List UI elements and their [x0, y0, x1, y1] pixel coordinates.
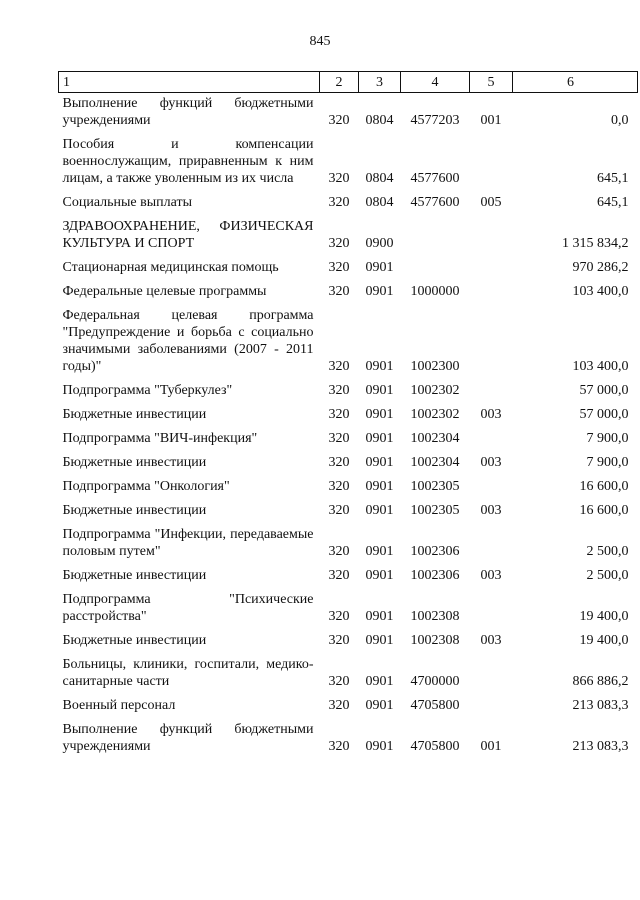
- budget-table: [58, 71, 638, 760]
- row-col2-cell: 320: [328, 479, 350, 494]
- row-col3-cell: 0901: [365, 383, 394, 398]
- row-col2-cell: 320: [328, 260, 350, 275]
- row-amount-cell: 213 083,3: [572, 698, 629, 713]
- row-col3-cell: 0901: [365, 407, 394, 422]
- row-name-cell: Бюджетные инвестиции: [62, 407, 207, 422]
- row-col3-cell: 0901: [365, 503, 394, 518]
- row-col2-cell: 320: [328, 568, 350, 583]
- table-row: [59, 216, 638, 257]
- table-row: [59, 404, 638, 428]
- row-col4-cell: 1002305: [410, 503, 460, 518]
- row-col4-cell: 1002308: [410, 633, 460, 648]
- row-col4-cell: 1002302: [410, 407, 460, 422]
- row-col5-cell: 003: [480, 503, 502, 518]
- table-row: [59, 630, 638, 654]
- row-name-cell: Подпрограмма "Инфекции, передаваемые половым путем": [62, 527, 314, 559]
- row-name-cell: Пособия и компенсации военнослужащим, приравненным к ним лицам, а также уволенным из их числа: [62, 137, 314, 186]
- row-col3-cell: 0901: [365, 455, 394, 470]
- header-col-5: 5: [470, 72, 513, 93]
- row-name-cell: Подпрограмма "ВИЧ-инфекция": [62, 431, 258, 446]
- row-name-cell: Больницы, клиники, госпитали, медико-санитарные части: [62, 657, 314, 689]
- row-col5-cell: [470, 216, 513, 257]
- row-col3-cell: 0901: [365, 284, 394, 299]
- row-amount-cell: 645,1: [597, 171, 629, 186]
- table-row: [59, 428, 638, 452]
- row-col3-cell: 0901: [365, 609, 394, 624]
- row-name-cell: Выполнение функций бюджетными учреждениями: [62, 722, 314, 754]
- table-header-row: [59, 72, 638, 93]
- row-col4-cell: 4577600: [410, 171, 460, 186]
- header-col-3: 3: [359, 72, 401, 93]
- row-name-cell: Стационарная медицинская помощь: [62, 260, 279, 275]
- row-col2-cell: 320: [328, 284, 350, 299]
- row-col4-cell: 1002306: [410, 568, 460, 583]
- row-col2-cell: 320: [328, 674, 350, 689]
- row-col5-cell: [470, 257, 513, 281]
- row-col2-cell: 320: [328, 236, 350, 251]
- row-col5-cell: [470, 476, 513, 500]
- row-col3-cell: 0901: [365, 479, 394, 494]
- row-col5-cell: 001: [480, 739, 502, 754]
- row-col4-cell: [401, 216, 470, 257]
- row-col2-cell: 320: [328, 455, 350, 470]
- row-name-cell: Выполнение функций бюджетными учреждениями: [62, 96, 314, 128]
- row-col5-cell: [470, 380, 513, 404]
- row-col5-cell: [470, 281, 513, 305]
- row-col5-cell: [470, 305, 513, 380]
- table-row: [59, 281, 638, 305]
- table-row: [59, 695, 638, 719]
- row-col2-cell: 320: [328, 503, 350, 518]
- row-col3-cell: 0901: [365, 260, 394, 275]
- row-amount-cell: 16 600,0: [579, 503, 629, 518]
- row-amount-cell: 866 886,2: [572, 674, 629, 689]
- row-col3-cell: 0901: [365, 544, 394, 559]
- row-col4-cell: 4577203: [410, 113, 460, 128]
- row-col3-cell: 0901: [365, 431, 394, 446]
- row-col4-cell: 1002300: [410, 359, 460, 374]
- table-row: [59, 380, 638, 404]
- row-col3-cell: 0901: [365, 633, 394, 648]
- row-col3-cell: 0901: [365, 674, 394, 689]
- row-col4-cell: 4577600: [410, 195, 460, 210]
- row-amount-cell: 57 000,0: [579, 407, 629, 422]
- row-col4-cell: 4700000: [410, 674, 460, 689]
- row-col4-cell: 4705800: [410, 739, 460, 754]
- row-col3-cell: 0901: [365, 568, 394, 583]
- row-col4-cell: 1002302: [410, 383, 460, 398]
- row-col3-cell: 0900: [365, 236, 394, 251]
- row-col4-cell: [401, 257, 470, 281]
- row-amount-cell: 2 500,0: [586, 568, 629, 583]
- row-col2-cell: 320: [328, 359, 350, 374]
- table-row: [59, 257, 638, 281]
- row-col5-cell: [470, 654, 513, 695]
- row-col5-cell: 003: [480, 407, 502, 422]
- row-col3-cell: 0804: [365, 171, 394, 186]
- table-row: [59, 500, 638, 524]
- row-amount-cell: 19 400,0: [579, 609, 629, 624]
- row-col3-cell: 0804: [365, 195, 394, 210]
- row-col5-cell: 003: [480, 633, 502, 648]
- row-amount-cell: 19 400,0: [579, 633, 629, 648]
- row-name-cell: Бюджетные инвестиции: [62, 568, 207, 583]
- row-col5-cell: 005: [480, 195, 502, 210]
- table-row: [59, 589, 638, 630]
- row-amount-cell: 7 900,0: [586, 431, 629, 446]
- row-col2-cell: 320: [328, 431, 350, 446]
- header-col-4: 4: [401, 72, 470, 93]
- row-col2-cell: 320: [328, 544, 350, 559]
- row-col4-cell: 1002305: [410, 479, 460, 494]
- table-row: [59, 524, 638, 565]
- row-col2-cell: 320: [328, 113, 350, 128]
- row-col5-cell: [470, 134, 513, 192]
- row-amount-cell: 1 315 834,2: [562, 236, 629, 251]
- table-row: [59, 452, 638, 476]
- row-col2-cell: 320: [328, 633, 350, 648]
- row-col2-cell: 320: [328, 609, 350, 624]
- header-col-6: 6: [513, 72, 638, 93]
- row-col4-cell: 4705800: [410, 698, 460, 713]
- row-name-cell: Подпрограмма "Туберкулез": [62, 383, 233, 398]
- row-name-cell: Бюджетные инвестиции: [62, 633, 207, 648]
- row-amount-cell: 2 500,0: [586, 544, 629, 559]
- row-col2-cell: 320: [328, 407, 350, 422]
- table-row: [59, 305, 638, 380]
- row-name-cell: Федеральные целевые программы: [62, 284, 267, 299]
- row-col3-cell: 0901: [365, 739, 394, 754]
- row-amount-cell: 103 400,0: [572, 284, 629, 299]
- table-body: [59, 93, 638, 761]
- row-col2-cell: 320: [328, 698, 350, 713]
- table-row: [59, 93, 638, 135]
- table-row: [59, 476, 638, 500]
- row-col3-cell: 0901: [365, 359, 394, 374]
- row-col2-cell: 320: [328, 171, 350, 186]
- row-col5-cell: [470, 428, 513, 452]
- row-col4-cell: 1000000: [410, 284, 460, 299]
- table-row: [59, 134, 638, 192]
- row-col5-cell: [470, 695, 513, 719]
- row-name-cell: Бюджетные инвестиции: [62, 455, 207, 470]
- row-amount-cell: 970 286,2: [572, 260, 629, 275]
- row-col4-cell: 1002308: [410, 609, 460, 624]
- row-name-cell: ЗДРАВООХРАНЕНИЕ, ФИЗИЧЕСКАЯ КУЛЬТУРА И СПОРТ: [62, 219, 314, 251]
- header-col-1: 1: [59, 72, 320, 93]
- row-col5-cell: [470, 589, 513, 630]
- row-name-cell: Подпрограмма "Психические расстройства": [62, 592, 314, 624]
- page-number: 845: [309, 34, 331, 49]
- row-col4-cell: 1002304: [410, 431, 460, 446]
- row-amount-cell: 57 000,0: [579, 383, 629, 398]
- row-amount-cell: 645,1: [597, 195, 629, 210]
- header-col-2: 2: [320, 72, 359, 93]
- table-row: [59, 565, 638, 589]
- row-col3-cell: 0901: [365, 698, 394, 713]
- row-amount-cell: 16 600,0: [579, 479, 629, 494]
- row-name-cell: Военный персонал: [62, 698, 176, 713]
- row-col5-cell: 001: [480, 113, 502, 128]
- row-amount-cell: 103 400,0: [572, 359, 629, 374]
- table-row: [59, 719, 638, 760]
- row-name-cell: Подпрограмма "Онкология": [62, 479, 230, 494]
- row-amount-cell: 213 083,3: [572, 739, 629, 754]
- row-col5-cell: 003: [480, 455, 502, 470]
- row-col2-cell: 320: [328, 383, 350, 398]
- table-row: [59, 192, 638, 216]
- row-col4-cell: 1002306: [410, 544, 460, 559]
- row-col2-cell: 320: [328, 195, 350, 210]
- row-name-cell: Федеральная целевая программа "Предупреждение и борьба с социально значимыми заболеваниями (2007 - 2011 годы)": [62, 308, 314, 374]
- row-name-cell: Бюджетные инвестиции: [62, 503, 207, 518]
- table-row: [59, 654, 638, 695]
- row-col5-cell: 003: [480, 568, 502, 583]
- row-name-cell: Социальные выплаты: [62, 195, 193, 210]
- row-col4-cell: 1002304: [410, 455, 460, 470]
- row-col5-cell: [470, 524, 513, 565]
- row-amount-cell: 0,0: [611, 113, 629, 128]
- row-col3-cell: 0804: [365, 113, 394, 128]
- row-amount-cell: 7 900,0: [586, 455, 629, 470]
- row-col2-cell: 320: [328, 739, 350, 754]
